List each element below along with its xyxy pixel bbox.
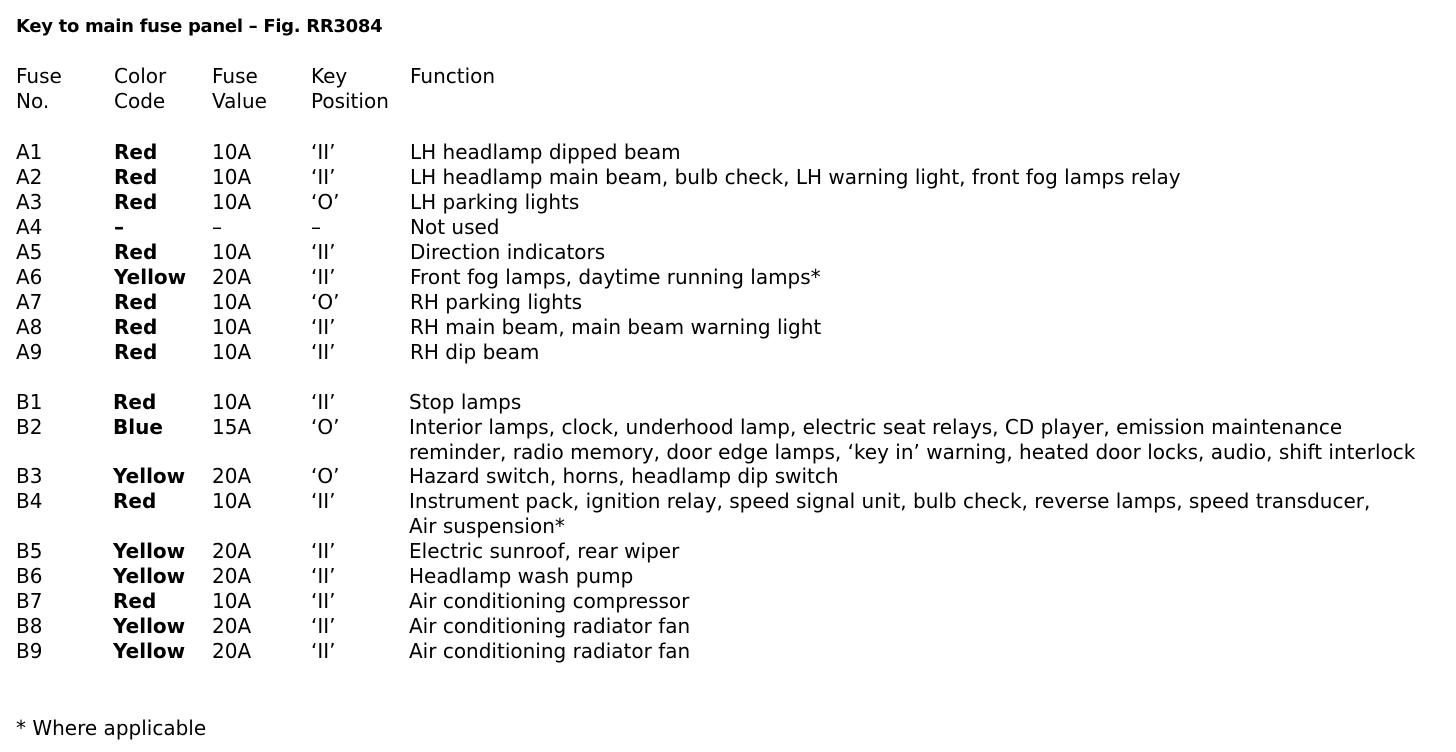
key-position: ‘II’ [311,614,336,638]
key-position: ‘II’ [311,165,336,189]
fuse-no: A6 [16,265,43,289]
color-code: Yellow [113,639,186,663]
key-position: ‘II’ [311,639,336,663]
function: Direction indicators [410,240,606,264]
header-color-code: Color Code [114,64,167,113]
function: Interior lamps, clock, underhood lamp, electric seat relays, CD player, emission maintenance [409,415,1343,439]
function: Air conditioning radiator fan [409,639,691,663]
color-code: Red [114,140,158,164]
fuse-value: 20A [212,639,252,663]
key-position: ‘II’ [311,539,336,563]
table-row [0,215,1456,240]
color-code: Red [113,589,157,613]
fuse-no: A9 [16,340,43,364]
fuse-value: 20A [212,464,252,488]
function: Not used [410,215,500,239]
table-row [0,140,1456,165]
function: RH dip beam [410,340,540,364]
color-code: Yellow [113,564,186,588]
function: Air conditioning compressor [409,589,690,613]
color-code: – [114,215,124,239]
fuse-value: 20A [212,614,252,638]
fuse-value: 20A [212,539,252,563]
table-row [0,539,1456,564]
function: Instrument pack, ignition relay, speed signal unit, bulb check, reverse lamps, speed transducer, [409,489,1371,513]
function: Air conditioning radiator fan [409,614,691,638]
color-code: Red [114,340,158,364]
fuse-no: B9 [16,639,43,663]
fuse-value: 10A [212,165,252,189]
key-position: ‘O’ [311,415,340,439]
table-row [0,290,1456,315]
key-position: ‘II’ [311,564,336,588]
fuse-value: 10A [212,315,252,339]
color-code: Red [114,315,158,339]
fuse-no: B6 [16,564,43,588]
function: Headlamp wash pump [409,564,634,588]
table-row [0,564,1456,589]
fuse-no: B7 [16,589,43,613]
table-row [0,614,1456,639]
fuse-value: 10A [212,340,252,364]
table-row [0,340,1456,365]
fuse-no: B1 [16,390,43,414]
header-function: Function [410,64,496,88]
fuse-value: 10A [212,190,252,214]
fuse-no: B8 [16,614,43,638]
fuse-value: 10A [212,589,252,613]
fuse-value: 10A [212,489,252,513]
function-continued: Air suspension* [409,514,565,538]
key-position: ‘II’ [311,589,336,613]
table-row [0,589,1456,614]
key-position: ‘II’ [311,240,336,264]
color-code: Red [114,290,158,314]
fuse-value: 15A [212,415,252,439]
key-position: ‘II’ [311,315,336,339]
fuse-no: A2 [16,165,43,189]
function: Stop lamps [409,390,522,414]
table-row [0,190,1456,215]
color-code: Blue [113,415,163,439]
function: LH headlamp main beam, bulb check, LH warning light, front fog lamps relay [410,165,1181,189]
key-position: ‘O’ [311,190,340,214]
color-code: Red [114,240,158,264]
function: RH parking lights [410,290,583,314]
fuse-no: B3 [16,464,43,488]
fuse-value: 10A [212,290,252,314]
header-key-position: Key Position [311,64,389,113]
fuse-no: A7 [16,290,43,314]
function: Electric sunroof, rear wiper [409,539,680,563]
key-position: ‘O’ [311,464,340,488]
color-code: Yellow [113,464,186,488]
table-row [0,464,1456,489]
key-position: ‘II’ [311,340,336,364]
fuse-no: A5 [16,240,43,264]
table-row [0,240,1456,265]
header-fuse-no: Fuse No. [16,64,62,113]
fuse-value: 10A [212,240,252,264]
key-position: ‘II’ [311,265,336,289]
function: LH parking lights [410,190,580,214]
fuse-no: A1 [16,140,43,164]
function: Front fog lamps, daytime running lamps* [410,265,821,289]
color-code: Red [113,390,157,414]
fuse-value: – [212,215,222,239]
fuse-value: 20A [212,564,252,588]
fuse-no: B5 [16,539,43,563]
header-fuse-value: Fuse Value [212,64,267,113]
color-code: Yellow [114,265,187,289]
table-row [0,165,1456,190]
fuse-no: A3 [16,190,43,214]
key-position: ‘II’ [311,489,336,513]
function: Hazard switch, horns, headlamp dip switch [409,464,839,488]
fuse-value: 10A [212,390,252,414]
fuse-no: A4 [16,215,43,239]
footnote: * Where applicable [16,716,207,740]
key-position: ‘O’ [311,290,340,314]
table-row [0,415,1456,440]
color-code: Yellow [113,539,186,563]
fuse-no: B2 [16,415,43,439]
function: RH main beam, main beam warning light [410,315,822,339]
color-code: Yellow [113,614,186,638]
fuse-no: B4 [16,489,43,513]
color-code: Red [114,190,158,214]
key-position: ‘II’ [311,140,336,164]
fuse-no: A8 [16,315,43,339]
color-code: Red [114,165,158,189]
fuse-value: 20A [212,265,252,289]
table-row [0,265,1456,290]
color-code: Red [113,489,157,513]
table-row [0,315,1456,340]
page-title: Key to main fuse panel – Fig. RR3084 [16,16,383,37]
key-position: ‘II’ [311,390,336,414]
table-row [0,489,1456,514]
table-row [0,390,1456,415]
key-position: – [311,215,321,239]
function-continued: reminder, radio memory, door edge lamps, ‘key in’ warning, heated door locks, audio, shift interlock [409,440,1416,464]
fuse-value: 10A [212,140,252,164]
table-row [0,639,1456,664]
function: LH headlamp dipped beam [410,140,681,164]
